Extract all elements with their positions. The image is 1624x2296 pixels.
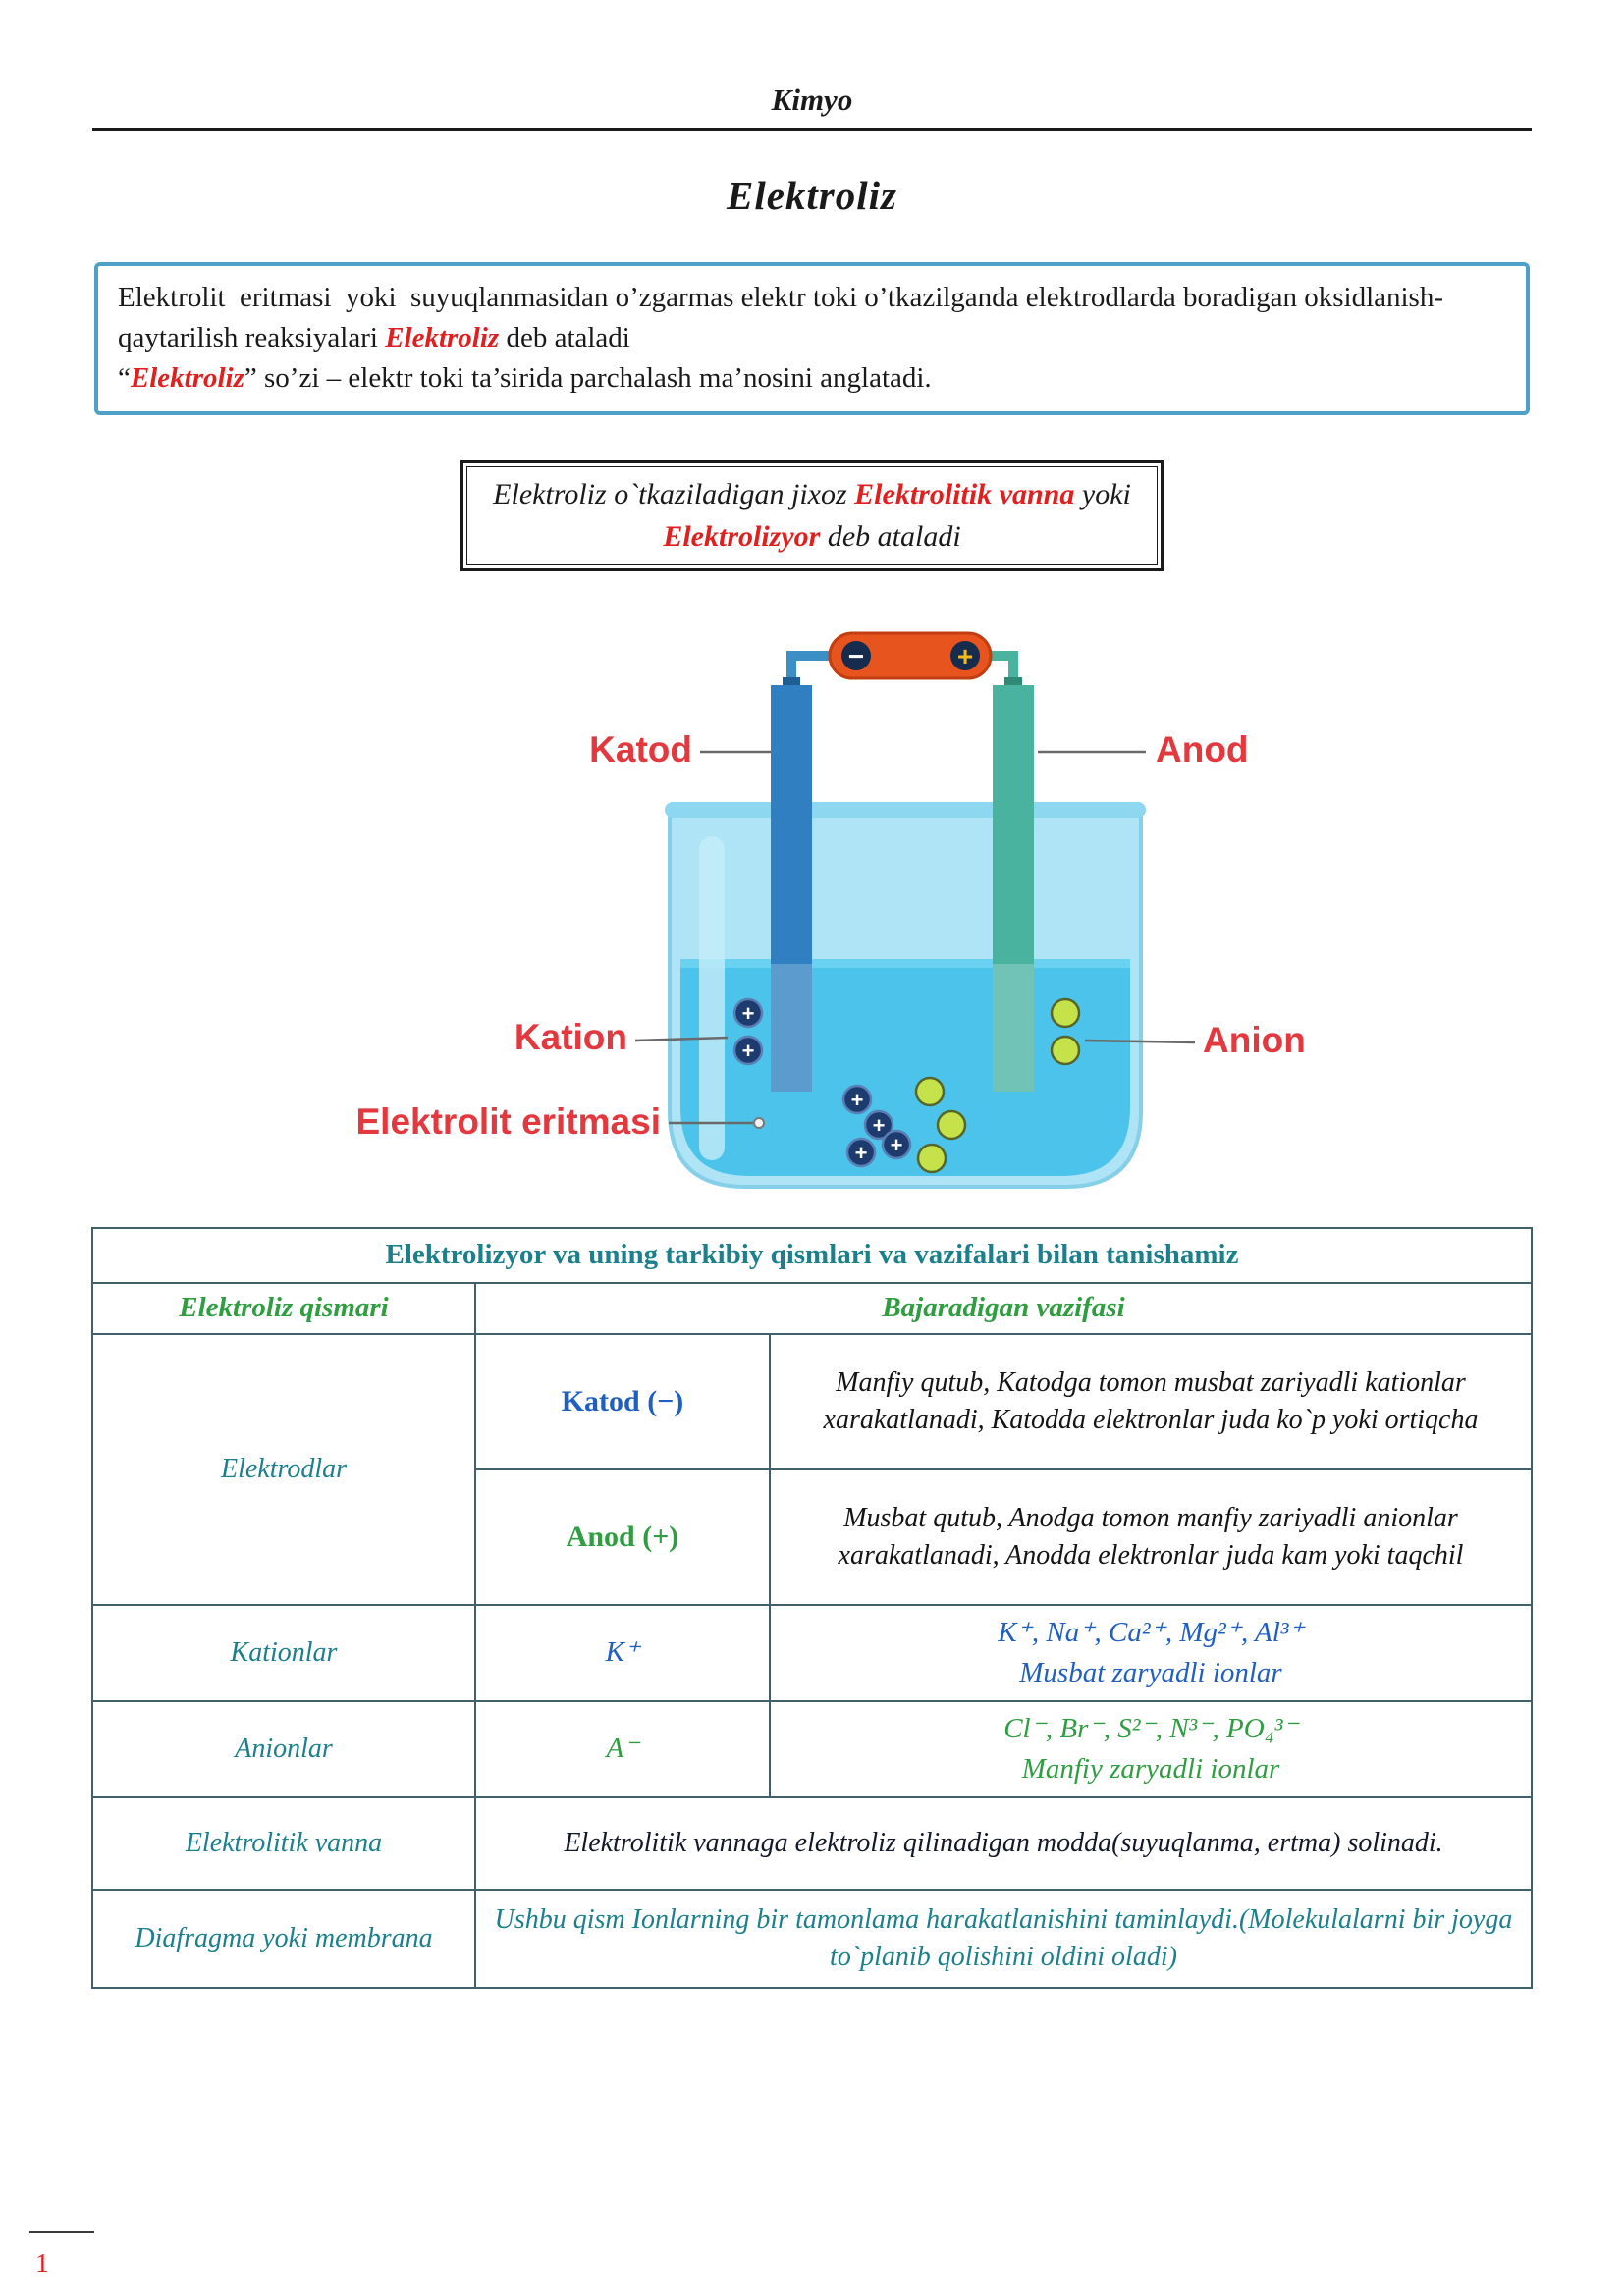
cathode-label: Katod [589, 728, 692, 770]
anions-symbol: A⁻ [475, 1701, 770, 1797]
cations-symbol: K⁺ [475, 1605, 770, 1701]
cations-examples: K⁺, Na⁺, Ca²⁺, Mg²⁺, Al³⁺ [998, 1616, 1304, 1648]
intro-text: Elektrolit eritmasi yoki suyuqlanmasidan o’zgarmas elektr toki o’tkazilganda elektrodlarda boradigan oksidlanish-qaytarilish reaksiyalari [118, 282, 1444, 354]
apparatus-definition-text [466, 466, 1158, 565]
anode-cell: Anod (+) [475, 1469, 770, 1605]
anions-examples: Cl⁻, Br⁻, S²⁻, N³⁻, PO₄³⁻ [1003, 1712, 1298, 1744]
glass-highlight [699, 836, 725, 1160]
anode-description: Musbat qutub, Anodga tomon manfiy zariyadli anionlar xarakatlanadi, Anodda elektronlar juda kam yoki taqchil [770, 1469, 1532, 1605]
cation-label: Kation [514, 1016, 627, 1057]
plus-sign: + [854, 1140, 868, 1165]
cations-note: Musbat zaryadli ionlar [1019, 1656, 1282, 1688]
liquid-surface [680, 959, 1130, 968]
anions-note: Manfiy zaryadli ionlar [1021, 1752, 1280, 1785]
anion-label: Anion [1203, 1019, 1306, 1060]
plus-sign: + [741, 1000, 755, 1026]
anion-ion [916, 1078, 944, 1105]
cations-examples-cell [770, 1605, 1532, 1701]
cathode-cell: Katod (−) [475, 1334, 770, 1469]
cathode-description: Manfiy qutub, Katodga tomon musbat zariyadli kationlar xarakatlanadi, Katodda elektronlar juda ko`p yoki ortiqcha [770, 1334, 1532, 1469]
page-header: Kimyo [771, 82, 853, 117]
anions-label: Anionlar [92, 1701, 475, 1797]
electrodes-label: Elektrodlar [92, 1334, 475, 1605]
table-title-row [92, 1228, 1532, 1283]
col-header-function: Bajaradigan vazifasi [475, 1283, 1532, 1334]
col-header-parts: Elektroliz qismari [92, 1283, 475, 1334]
electrolyte-label: Elektrolit eritmasi [355, 1100, 661, 1142]
plus-sign: + [850, 1087, 864, 1112]
page-title: Elektroliz [726, 173, 898, 218]
battery-plus-sign: + [956, 640, 974, 671]
beaker-rim [665, 802, 1146, 818]
vessel-description: Elektrolitik vannaga elektroliz qilinadigan modda(suyuqlanma, ertma) solinadi. [475, 1797, 1532, 1890]
table-header-row [92, 1283, 1532, 1334]
electrolyzer-parts-table [91, 1227, 1533, 1989]
anion-ion [1052, 999, 1079, 1027]
term-elektrolitik-vanna: Elektrolitik vanna [854, 477, 1075, 510]
table-row-vessel [92, 1797, 1532, 1890]
intro-paragraph-2 [118, 358, 1506, 399]
apparatus-definition-box [460, 460, 1164, 571]
definition-text: Elektroliz o`tkaziladigan jixoz [493, 477, 855, 510]
intro-paragraph-1 [118, 278, 1506, 358]
intro-text-2: ” so’zi – elektr toki ta’sirida parchalash ma’nosini anglatadi. [244, 362, 932, 395]
anode-submerged-part [993, 964, 1034, 1092]
definition-text-tail: yoki [1074, 477, 1131, 510]
anode-label: Anod [1156, 728, 1249, 770]
plus-sign: + [872, 1112, 886, 1138]
page-number: 1 [35, 2249, 49, 2279]
battery-minus-sign: − [847, 640, 865, 671]
term-elektroliz: Elektroliz [385, 322, 500, 354]
cations-label: Kationlar [92, 1605, 475, 1701]
electrolysis-diagram [292, 620, 1332, 1203]
anion-ion [918, 1145, 946, 1172]
definition-text-tail-2: deb ataladi [820, 520, 961, 554]
table-row-cations [92, 1605, 1532, 1701]
quote-open: “ [118, 362, 131, 395]
electrolyte-pointer-dot [754, 1118, 764, 1128]
battery [830, 633, 991, 678]
definition-line-1 [493, 473, 1131, 516]
table-row-membrane [92, 1890, 1532, 1988]
intro-definition-box [94, 262, 1530, 415]
table-title: Elektrolizyor va uning tarkibiy qismlari va vazifalari bilan tanishamiz [92, 1228, 1532, 1283]
plus-sign: + [741, 1038, 755, 1063]
anions-examples-cell [770, 1701, 1532, 1797]
header-rule [92, 128, 1532, 131]
anion-ion [1052, 1037, 1079, 1064]
anion-ion [938, 1111, 965, 1139]
membrane-description: Ushbu qism Ionlarning bir tamonlama harakatlanishini taminlaydi.(Molekulalarni bir joyga to`planib qolishini oldini oladi) [475, 1890, 1532, 1988]
term-elektroliz-2: Elektroliz [130, 362, 244, 395]
plus-sign: + [890, 1132, 903, 1157]
vessel-label: Elektrolitik vanna [92, 1797, 475, 1890]
term-elektrolizyor: Elektrolizyor [663, 520, 821, 554]
intro-text-tail: deb ataladi [499, 322, 630, 354]
table-row-anions [92, 1701, 1532, 1797]
table-row-cathode [92, 1334, 1532, 1469]
definition-line-2 [493, 515, 1131, 559]
footer-rule [29, 2231, 94, 2233]
beaker [665, 802, 1146, 1187]
cathode-submerged-part [771, 964, 812, 1092]
membrane-label: Diafragma yoki membrana [92, 1890, 475, 1988]
